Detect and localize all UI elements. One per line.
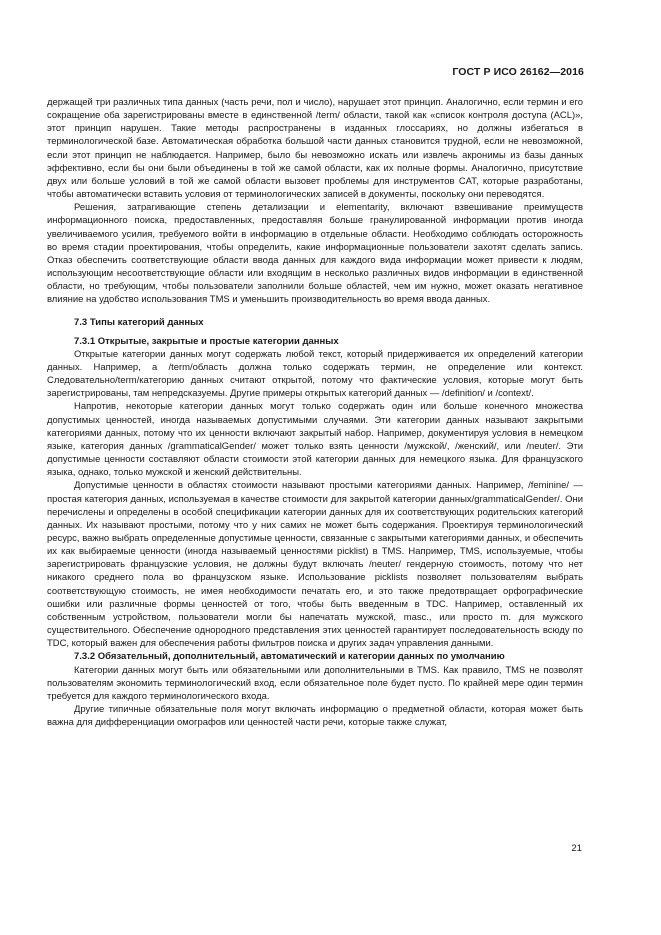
page-header-doc-id: ГОСТ Р ИСО 26162—2016 [452,66,584,78]
paragraph-open-categories: Открытые категории данных могут содержать любой текст, который придерживается их определений категории данных. Например, a /term/область должна только содержать термин, не определение или контекст. Следовательно/term/категорию данных считают открытой, потому что фактические условия, которые могут быть зарегистрированы, там непредсказуемы. Другие примеры открытых категорий данных — /definition/ и /context/. [47,348,583,400]
page-number: 21 [571,843,582,854]
paragraph-typical-mandatory-fields: Другие типичные обязательные поля могут включать информацию о предметной области, которая может быть важна для дифференциации омографов или ценностей части речи, которые также служат, [47,704,583,729]
section-heading-7-3: 7.3 Типы категорий данных [74,316,204,328]
paragraph-mandatory-categories: Категории данных могут быть или обязательными или дополнительными в TMS. Как правило, TMS не позволят пользователям экономить терминологический вход, если обязательное поле будет пусто. По крайней мере один термин требуется для каждого терминологического входа. [47,664,583,702]
paragraph-continued: держащей три различных типа данных (часть речи, пол и число), нарушает этот принцип. Аналогично, если термин и его сокращение оба зарегистрированы вместе в единственной /term/ области, такой как «список контроля доступа (ACL)», этот принцип нарушен. Такие методы распространены в изданных глоссариях, но должны избегаться в терминологической базе. Автоматическая обработка большой части данных становится трудной, если не невозможной, если этот принцип не наблюдается. Например, было бы невозможно искать или извлечь акронимы из базы данных эффективно, если бы они были объединены в той же самой области, как их полные формы. Аналогично, присутствие двух или больше условий в той же самой области вызовет проблемы для инструментов CAT, которые разработаны, чтобы автоматически вставить условия от терминологических записей в документы, поскольку они переводятся. [47,97,583,201]
document-body [47,96,583,729]
subsection-heading-7-3-1: 7.3.1 Открытые, закрытые и простые категории данных [74,335,339,347]
subsection-heading-7-3-2: 7.3.2 Обязательный, дополнительный, автоматический и категории данных по умолчанию [74,651,505,663]
paragraph-granularity: Решения, затрагивающие степень детализации и elementarity, включают взвешивание преимуществ информационного поиска, предоставленных, предоставляя больше гранулированной информации против иногда увеличиваемого усилия, требуемого войти в информацию в отдельные области. Необходимо соблюдать осторожность во время стадии проектирования, чтобы определить, какие информационные пользователи захотят сделать запись. Отказ обеспечить соответствующие области ввода данных для каждого вида информации может привести к людям, использующим несоответствующие области или входящим в несколько различных видов информации в единственной области, но требующим, чтобы пользователи заполнили больше областей, чем им нужно, может оказать негативное влияние на удобство использования TMS и уменьшить производительность во время ввода данных. [47,202,583,306]
paragraph-closed-categories: Напротив, некоторые категории данных могут только содержать один или больше конечного множества допустимых ценностей, иногда называемых допустимыми случаями. Эти категории данных называют закрытыми категориями данных, потому что их ценности включают закрытый набор. Например, документируя условия в немецком языке, категория данных /grammaticalGender/ может только взять ценности /мужской/, /женский/, или /neuter/. Эти допустимые ценности составляют области стоимости этой категории данных для немецкого языка. Для французского языка, однако, только мужской и женский действительны. [47,401,583,479]
paragraph-simple-categories: Допустимые ценности в областях стоимости называют простыми категориями данных. Например, /feminine/ — простая категория данных, используемая в качестве стоимости для закрытой категории данных/grammaticalGender/. Они перечислены и определены в особой спецификации категории данных для их соответствующих родительских категорий данных. Их называют простыми, потому что у них самих не может быть содержания. Проектируя терминологический ресурс, важно выбрать определенные допустимые ценности, связанные с закрытыми категориями данных, и обеспечить их как выбираемые ценности (иногда называемый ценностями picklist) в TMS. Например, TMS, используемые, чтобы зарегистрировать французские условия, не должны будут включать /neuter/ гендерную стоимость, потому что нет никакого среднего пола во французском языке. Использование picklists позволяет пользователям выбрать соответствующую стоимость, не имея необходимости печатать его, и это также предотвращает орфографические ошибки или различные формы ценностей от того, чтобы быть введенным в TDC. Например, оставленный их собственным устройством, пользователи могли бы напечатать мужской, masc., или просто m. для мужского существительного. Обеспечение однородного представления этих ценностей гарантирует последовательность всюду по TDC, который важен для обеспечения работы фильтров поиска и других задач управления данными. [47,480,583,650]
